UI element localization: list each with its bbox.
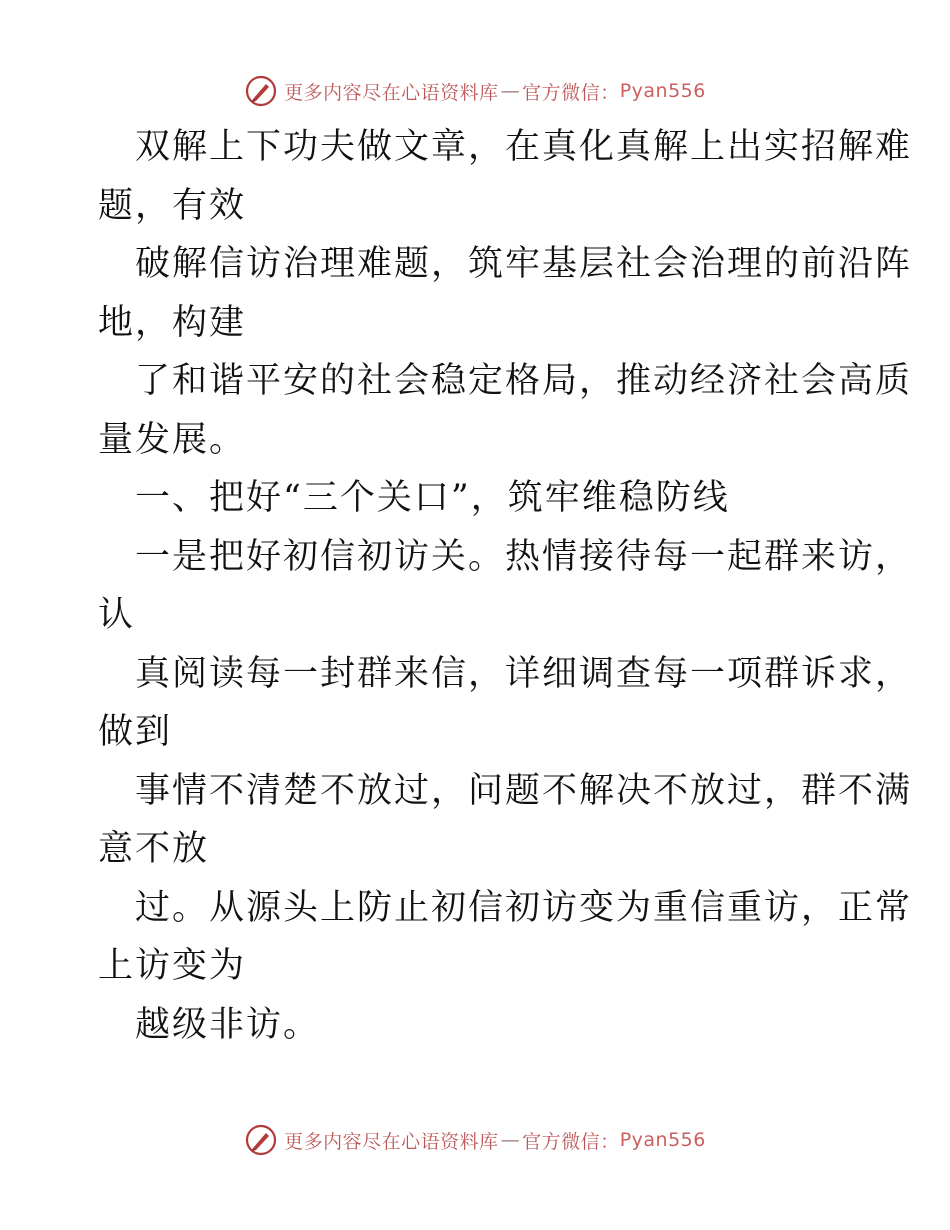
paragraph-line: 事情不清楚不放过，问题不解决不放过，群不满 <box>135 770 913 811</box>
pen-logo-icon <box>244 1123 278 1157</box>
paragraph-line: 题，有效 <box>98 185 247 226</box>
section-heading: 一、把好“三个关口”，筑牢维稳防线 <box>135 478 730 518</box>
watermark-separator: — <box>500 1129 521 1151</box>
footer-watermark <box>0 1120 950 1160</box>
paragraph-line: 过。从源头上防止初信初访变为重信重访，正常 <box>135 887 913 928</box>
paragraph-line: 越级非访。 <box>135 1004 321 1045</box>
watermark-wechat-id: Pyan556 <box>619 1129 706 1151</box>
watermark-separator: — <box>500 80 521 102</box>
paragraph-line: 了和谐平安的社会稳定格局，推动经济社会高质 <box>135 361 913 401</box>
paragraph-line: 做到 <box>98 712 173 752</box>
paragraph-line: 地，构建 <box>98 302 247 343</box>
watermark-wechat-id: Pyan556 <box>619 80 706 102</box>
header-watermark <box>0 71 950 111</box>
paragraph-line: 破解信访治理难题，筑牢基层社会治理的前沿阵 <box>135 244 913 284</box>
paragraph-line: 上访变为 <box>98 946 247 986</box>
watermark-text: 更多内容尽在心语资料库 <box>284 81 499 104</box>
watermark-text: 更多内容尽在心语资料库 <box>284 1130 499 1153</box>
pen-logo-icon <box>244 74 278 108</box>
document-body <box>98 118 913 1054</box>
paragraph-line: 一是把好初信初访关。热情接待每一起群来访， <box>135 536 913 577</box>
watermark-wechat-label: 官方微信： <box>522 1130 620 1153</box>
paragraph-line: 量发展。 <box>98 419 247 460</box>
paragraph-line: 真阅读每一封群来信，详细调查每一项群诉求， <box>135 653 913 694</box>
paragraph-line: 认 <box>98 595 136 635</box>
paragraph-line: 意不放 <box>98 829 210 869</box>
watermark-wechat-label: 官方微信： <box>522 81 620 104</box>
paragraph-line: 双解上下功夫做文章，在真化真解上出实招解难 <box>135 127 913 167</box>
